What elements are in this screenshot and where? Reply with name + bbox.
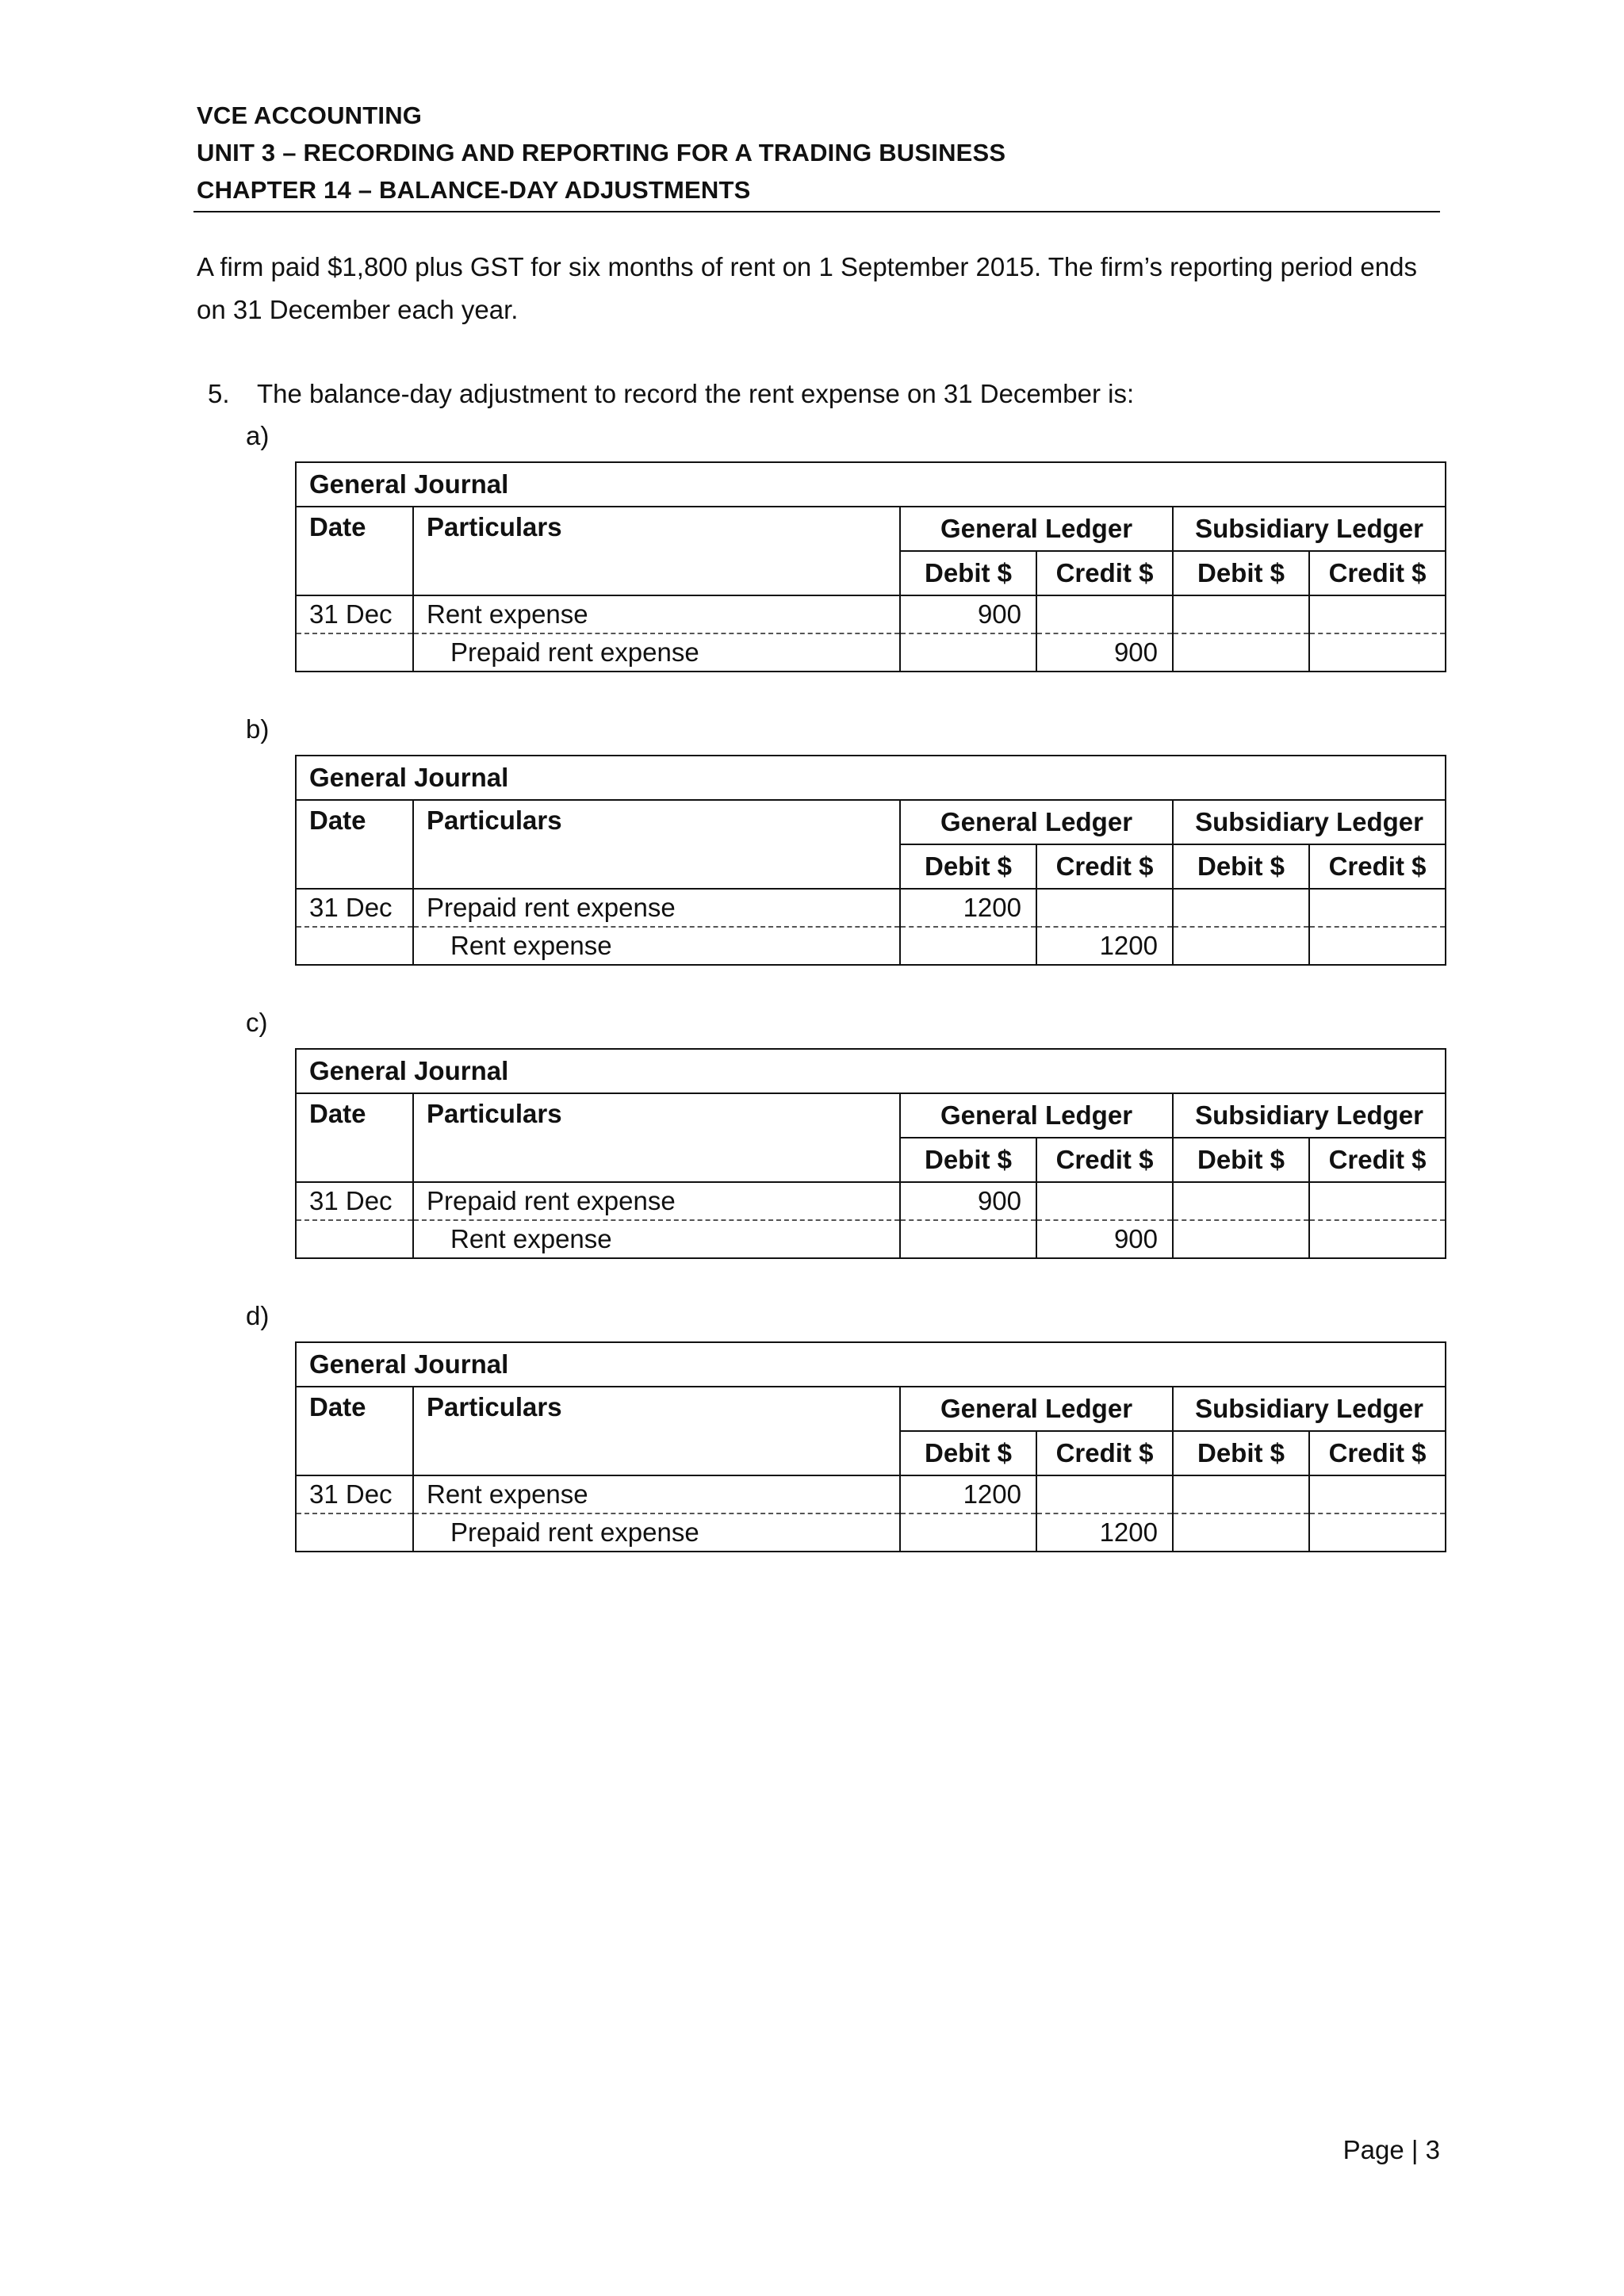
gl-debit-empty [900,1513,1036,1552]
journal-title: General Journal [296,1342,1446,1387]
gl-debit-header: Debit $ [900,1431,1036,1475]
gl-credit-header: Credit $ [1036,844,1173,889]
option-b-journal [295,755,1446,966]
page-number: Page | 3 [1342,2135,1440,2164]
table-row [296,1513,1446,1552]
sl-credit-header: Credit $ [1309,844,1446,889]
date-header: Date [296,1093,413,1182]
journal-title: General Journal [296,1049,1446,1093]
header-divider [193,211,1440,212]
gl-credit-header: Credit $ [1036,1431,1173,1475]
gl-credit-header: Credit $ [1036,1138,1173,1182]
gl-credit-amount: 900 [1036,1220,1173,1258]
table-row [296,1220,1446,1258]
sl-credit-empty [1309,1182,1446,1220]
debit-account: Rent expense [413,595,900,633]
sl-credit-empty [1309,889,1446,927]
sl-debit-header: Debit $ [1173,1138,1309,1182]
date-header: Date [296,1387,413,1475]
sl-credit-empty [1309,1513,1446,1552]
sl-credit-header: Credit $ [1309,1431,1446,1475]
date-header: Date [296,800,413,889]
gl-credit-empty [1036,1182,1173,1220]
particulars-header: Particulars [413,800,900,889]
sl-credit-empty [1309,1220,1446,1258]
question-number: 5. [208,379,230,408]
sl-credit-empty [1309,927,1446,965]
document-header [197,97,1442,209]
sl-credit-header: Credit $ [1309,1138,1446,1182]
sl-credit-empty [1309,633,1446,672]
question-text: The balance-day adjustment to record the rent expense on 31 December is: [257,379,1135,408]
sl-debit-empty [1173,1220,1309,1258]
debit-account: Prepaid rent expense [413,889,900,927]
header-chapter: CHAPTER 14 – BALANCE-DAY ADJUSTMENTS [197,176,751,204]
sl-credit-header: Credit $ [1309,551,1446,595]
sl-debit-header: Debit $ [1173,844,1309,889]
gl-credit-amount: 900 [1036,633,1173,672]
subsidiary-ledger-header: Subsidiary Ledger [1173,1093,1446,1138]
debit-account: Prepaid rent expense [413,1182,900,1220]
gl-debit-amount: 1200 [900,889,1036,927]
particulars-header: Particulars [413,1387,900,1475]
credit-account: Rent expense [413,927,900,965]
gl-credit-empty [1036,1475,1173,1513]
gl-credit-empty [1036,595,1173,633]
gl-debit-header: Debit $ [900,1138,1036,1182]
gl-debit-header: Debit $ [900,844,1036,889]
option-a-journal [295,461,1446,672]
sl-debit-empty [1173,1182,1309,1220]
table-row [296,1182,1446,1220]
sl-debit-empty [1173,889,1309,927]
header-unit: UNIT 3 – RECORDING AND REPORTING FOR A TRADING BUSINESS [197,139,1006,166]
general-ledger-header: General Ledger [900,1093,1173,1138]
particulars-header: Particulars [413,507,900,595]
entry-date: 31 Dec [296,595,413,633]
journal-title: General Journal [296,756,1446,800]
general-ledger-header: General Ledger [900,1387,1173,1431]
entry-date: 31 Dec [296,889,413,927]
gl-debit-empty [900,927,1036,965]
option-c-journal [295,1048,1446,1259]
table-row [296,595,1446,633]
entry-date-empty [296,1513,413,1552]
sl-debit-empty [1173,1513,1309,1552]
table-row [296,889,1446,927]
entry-date: 31 Dec [296,1182,413,1220]
gl-credit-amount: 1200 [1036,927,1173,965]
gl-debit-header: Debit $ [900,551,1036,595]
gl-credit-empty [1036,889,1173,927]
table-row [296,633,1446,672]
date-header: Date [296,507,413,595]
sl-debit-empty [1173,595,1309,633]
sl-debit-empty [1173,927,1309,965]
gl-debit-amount: 900 [900,1182,1036,1220]
option-a-label: a) [246,421,270,450]
sl-debit-empty [1173,633,1309,672]
journal-title: General Journal [296,462,1446,507]
gl-debit-amount: 900 [900,595,1036,633]
entry-date-empty [296,927,413,965]
credit-account: Rent expense [413,1220,900,1258]
question-5 [208,374,1134,414]
gl-debit-empty [900,633,1036,672]
entry-date-empty [296,1220,413,1258]
option-b-label: b) [246,714,270,744]
sl-debit-empty [1173,1475,1309,1513]
option-d-journal [295,1341,1446,1552]
subsidiary-ledger-header: Subsidiary Ledger [1173,800,1446,844]
credit-account: Prepaid rent expense [413,1513,900,1552]
option-c-label: c) [246,1008,268,1037]
debit-account: Rent expense [413,1475,900,1513]
intro-paragraph: A firm paid $1,800 plus GST for six months of rent on 1 September 2015. The firm’s reporting period ends on 31 December each year. [197,252,1417,324]
gl-debit-amount: 1200 [900,1475,1036,1513]
table-row [296,927,1446,965]
sl-credit-empty [1309,1475,1446,1513]
general-ledger-header: General Ledger [900,507,1173,551]
gl-credit-amount: 1200 [1036,1513,1173,1552]
subsidiary-ledger-header: Subsidiary Ledger [1173,1387,1446,1431]
particulars-header: Particulars [413,1093,900,1182]
general-ledger-header: General Ledger [900,800,1173,844]
entry-date-empty [296,633,413,672]
gl-debit-empty [900,1220,1036,1258]
sl-debit-header: Debit $ [1173,1431,1309,1475]
entry-date: 31 Dec [296,1475,413,1513]
table-row [296,1475,1446,1513]
credit-account: Prepaid rent expense [413,633,900,672]
gl-credit-header: Credit $ [1036,551,1173,595]
subsidiary-ledger-header: Subsidiary Ledger [1173,507,1446,551]
option-d-label: d) [246,1301,270,1330]
sl-credit-empty [1309,595,1446,633]
sl-debit-header: Debit $ [1173,551,1309,595]
header-course: VCE ACCOUNTING [197,101,423,129]
